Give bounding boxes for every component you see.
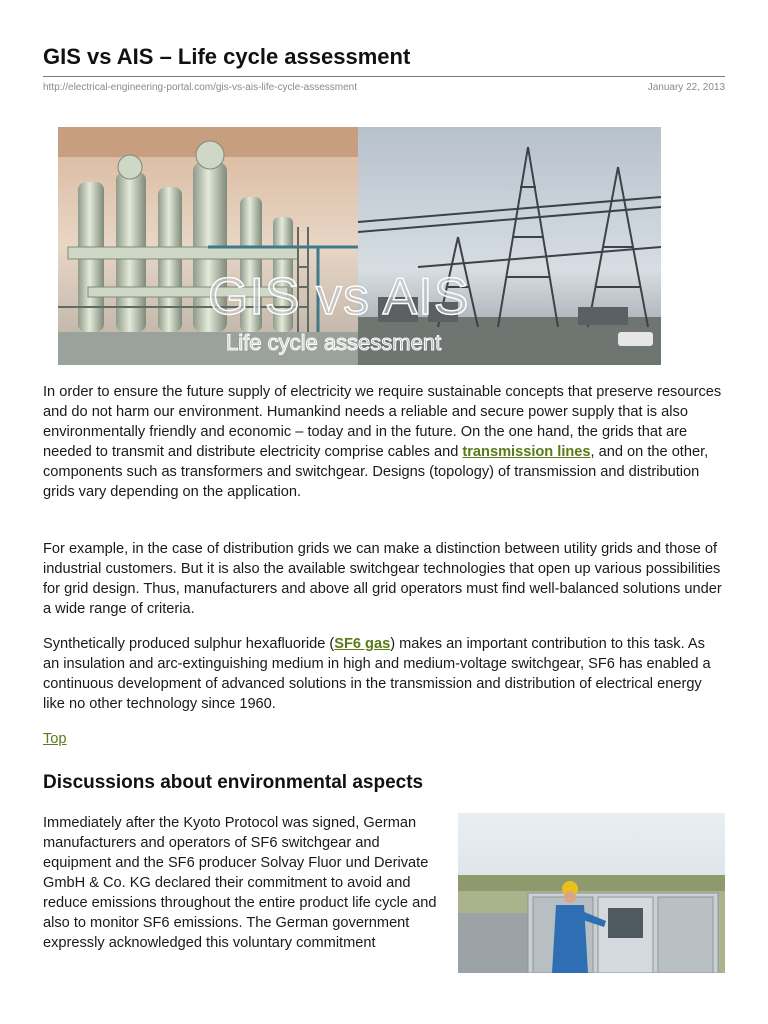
transmission-lines-link[interactable]: transmission lines <box>462 444 591 460</box>
hero-image <box>58 127 661 365</box>
paragraph-3-text-b: ) makes an important contribution to this task. As an insulation and arc-extinguishing medium in high and medium-voltage switchgear, SF6 has enabled a continuous development of advanced solutions in the transmission and distribution of electrical energy like no other technology since 1960. <box>43 636 711 712</box>
title-divider <box>43 76 725 77</box>
paragraph-2: For example, in the case of distribution grids we can make a distinction between utility grids and those of industrial customers. But it is also the available switchgear technologies that open up various possibilities for grid design. Thus, manufacturers and above all grid operators must find well-balanced solutions under a wide range of criteria. <box>43 541 722 617</box>
switchgear-illustration <box>458 813 725 973</box>
paragraph-4: Immediately after the Kyoto Protocol was signed, German manufacturers and operators of SF6 switchgear and equipment and the SF6 producer Solvay Fluor und Derivate GmbH & Co. KG declared their commitment to avoid and reduce emissions throughout the entire product life cycle and also to monitor SF6 emissions. The German government expressly acknowledged this voluntary commitment <box>43 815 437 951</box>
paragraph-3 <box>43 634 725 714</box>
switchgear-photo <box>458 813 725 973</box>
paragraph-1-text-b: , and on the other, components such as transformers and switchgear. Designs (topology) of transmission and distribution grids vary depending on the application. <box>43 444 709 500</box>
article-date: January 22, 2013 <box>647 82 725 93</box>
sf6-gas-link[interactable]: SF6 gas <box>334 636 391 652</box>
article-title: GIS vs AIS – Life cycle assessment <box>43 44 411 69</box>
section-heading: Discussions about environmental aspects <box>43 772 424 793</box>
hero-overlay-subtitle: Life cycle assessment <box>226 330 442 355</box>
paragraph-3-text-a: Synthetically produced sulphur hexafluoride ( <box>43 636 335 652</box>
article-url[interactable]: http://electrical-engineering-portal.com/gis-vs-ais-life-cycle-assessment <box>43 82 357 93</box>
paragraph-1 <box>43 382 725 502</box>
top-link[interactable]: Top <box>43 731 67 747</box>
paragraph-1-text-a: In order to ensure the future supply of electricity we require sustainable concepts that preserve resources and do not harm our environment. Humankind needs a reliable and secure power supply that is also environmentally friendly and economic – today and in the future. On the one hand, the grids that are needed to transmit and distribute electricity comprise cables and <box>43 384 722 460</box>
hero-overlay-title: GIS vs AIS <box>208 268 470 326</box>
